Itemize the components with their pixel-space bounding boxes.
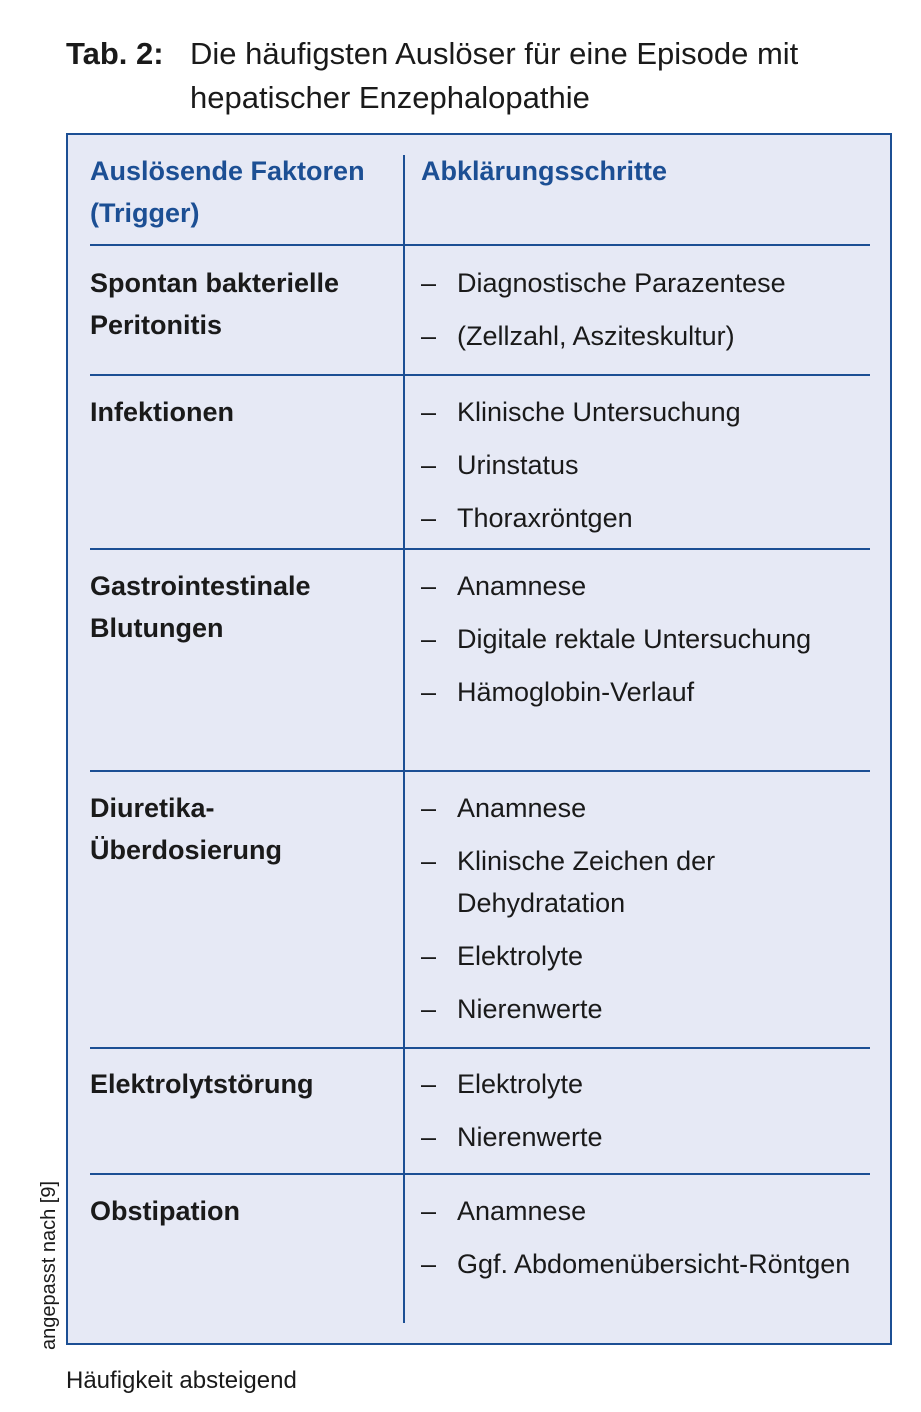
trigger-cell: Infektionen	[90, 397, 235, 427]
row-divider	[90, 244, 870, 246]
step-item: – Anamnese	[421, 1190, 871, 1232]
row-divider	[90, 548, 870, 550]
step-item: – Elektrolyte	[421, 1063, 871, 1105]
row-divider	[90, 770, 870, 772]
step-item: – Anamnese	[421, 787, 871, 829]
step-item: – Klinische Zeichen der Dehydratation	[421, 840, 871, 924]
step-item: – (Zellzahl, Asziteskultur)	[421, 315, 871, 357]
row-divider	[90, 1173, 870, 1175]
header-trigger: Auslösende Faktoren (Trigger)	[90, 156, 365, 228]
header-steps: Abklärungsschritte	[421, 156, 668, 186]
column-divider	[403, 155, 405, 1323]
table-caption: Die häufigsten Auslöser für eine Episode mit hepatischer Enzephalopathie	[190, 36, 799, 115]
trigger-cell: Gastrointestinale Blutungen	[90, 571, 311, 643]
trigger-cell: Spontan bakterielle Peritonitis	[90, 268, 340, 340]
trigger-cell: Elektrolytstörung	[90, 1069, 314, 1099]
table-title	[66, 32, 886, 120]
row-divider	[90, 1047, 870, 1049]
trigger-cell: Obstipation	[90, 1196, 240, 1226]
table-number: Tab. 2:	[66, 36, 164, 71]
step-item: – Anamnese	[421, 565, 871, 607]
step-item: – Urinstatus	[421, 444, 871, 486]
source-note: angepasst nach [9]	[38, 1180, 60, 1350]
steps-cell	[421, 391, 871, 550]
step-item: – Digitale rektale Untersuchung	[421, 618, 871, 660]
footnote: Häufigkeit absteigend	[66, 1367, 297, 1394]
step-item: – Ggf. Abdomenübersicht-Röntgen	[421, 1243, 871, 1285]
steps-cell	[421, 262, 871, 368]
step-item: – Hämoglobin-Verlauf	[421, 671, 871, 713]
steps-cell	[421, 787, 871, 1041]
step-item: – Thoraxröntgen	[421, 497, 871, 539]
step-item: – Nierenwerte	[421, 1116, 871, 1158]
step-item: – Nierenwerte	[421, 988, 871, 1030]
trigger-cell: Diuretika-Überdosierung	[90, 793, 283, 865]
step-item: – Diagnostische Parazentese	[421, 262, 871, 304]
row-divider	[90, 374, 870, 376]
step-item: – Klinische Untersuchung	[421, 391, 871, 433]
step-item: – Elektrolyte	[421, 935, 871, 977]
steps-cell	[421, 565, 871, 724]
steps-cell	[421, 1063, 871, 1169]
steps-cell	[421, 1190, 871, 1296]
